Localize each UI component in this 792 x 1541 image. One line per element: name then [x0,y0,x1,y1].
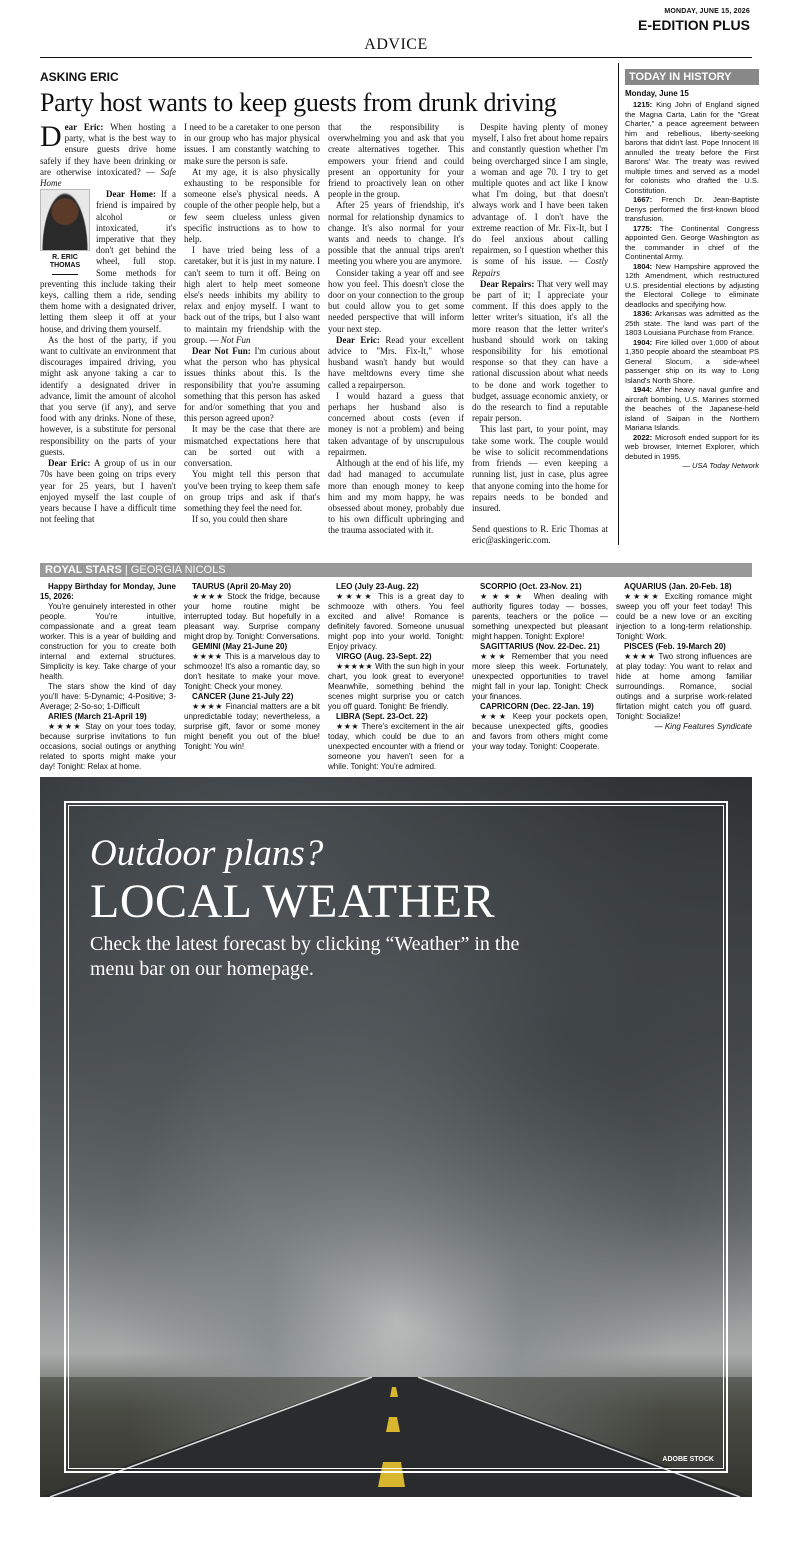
article-col-2: I need to be a caretaker to one person in our group who has major physical issues. I am constantly watching to make sure the person is safe. At my age, it is also physically exhausting to be responsible for someone else's physical needs. A couple of the other people help, but a few seem clueless unless given specific instructions as to how to help. I have tried being less of a caretaker, but it is just in my nature. I can't seem to turn it off. Being on high alert to help meet someone else's needs inhibits my ability to relax and enjoy myself. I want to back out of the trips, but I also want to maintain my friendship with the group. — Not Fun Dear Not Fun: I'm curious about what the person who has physical issues thinks about this. Is the responsibility that you're assuming something that this person has asked for and/or something that you and this person agreed upon? It may be the case that there are mismatched expectations here that can be sorted out with a conversation. You might tell this person that you've been trying to keep them safe on group trips and ask if that's something they feel the need for. If so, you could then share [184,122,321,525]
weather-advertisement[interactable] [40,777,752,1497]
sign-name: TAURUS (April 20-May 20) [192,582,291,591]
history-title: TODAY IN HISTORY [625,69,759,85]
sign-name: AQUARIUS (Jan. 20-Feb. 18) [624,582,732,591]
history-item: 1775: The Continental Congress appointed Gen. George Washington as the commander in chief of the Continental Army. [625,223,759,261]
column-kicker: ASKING ERIC [40,70,119,84]
article-col-1: Dear Eric: When hosting a party, what is the best way to ensure guests drive home safely if they have been drinking or are otherwise intoxicated? — Safe Home R. ERIC THOMAS Dear Home: If a friend is impaired by alcohol or intoxicated, it's imperative that they don't get behind the wheel, full stop. Some methods for preventing this include taking their keys, calling them a ride, sending them home with a designated driver, letting them sleep it off at your house, and driving them yourself. As the host of the party, if you want to cultivate an environment that discourages impaired driving, you might ask anyone taking a car to identify a designated driver in advance, limit the amount of alcohol that you serve (if any), and serve food with any drinks. None of these, however, is a substitute for personal responsibility on the parts of your guests. Dear Eric: A group of us in our 70s have been going on trips every year for 25 years, but I haven't enjoyed myself the last couple of years because I have a difficult time not feeling that [40,120,176,525]
contact-line: Send questions to R. Eric Thomas at eric@askingeric.com. [472,524,608,546]
horoscope-col-3 [328,582,464,772]
birthday-line: Happy Birthday for Monday, June 15, 2026: [40,582,176,601]
sign-text: ★★★★ Stay on your toes today, because surprise invitations to fun occasions, social outings or anything related to sports might make your day! Tonight: Relax at home. [40,722,176,771]
author-portrait [40,189,90,275]
history-date: Monday, June 15 [625,89,689,98]
photo-credit: ADOBE STOCK [662,1456,714,1463]
sign-text: ★★★★ Financial matters are a bit unpredictable today; nevertheless, a surprise gift, favor or some money might benefit you out of the blue! Tonight: You win! [184,702,320,751]
sign-text: ★★★★★ With the sun high in your chart, you look great to everyone! Meanwhile, something behind the scenes might surprise you or catch you off guard. Tonight: Be friendly. [328,662,464,711]
sign-name: ARIES (March 21-April 19) [48,712,147,721]
horoscope-col-4 [472,582,608,752]
edition-name: E-EDITION PLUS [637,17,750,33]
history-item: 1944: After heavy naval gunfire and aircraft bombing, U.S. Marines stormed the beaches of the Japanese-held island of Saipan in the Northern Mariana Islands. [625,385,759,432]
dropcap: D [40,120,62,153]
ad-body: Check the latest forecast by clicking “Weather” in the menu bar on our homepage. [90,933,520,980]
sign-text: ★★★ Remember that you need more sleep this week. Fortunately, unexpected opportunities to travel might fall in your lap. Tonight: Check your finances. [472,652,608,701]
sign-text: ★★★★ When dealing with authority figures today — bosses, parents, teachers or the police — something unexpected but pleasant might happen. Tonight: Explore! [472,592,608,641]
sign-text: ★★★★ Exciting romance might sweep you off your feet today! This could be a new love or an exciting injection to a long-term relationship. Tonight: Work. [616,592,752,641]
sign-name: CANCER (June 21-July 22) [192,692,294,701]
section-title: ADVICE [364,36,428,53]
sign-text: ★★★★ This is a marvelous day to schmooze! It's also a romantic day, so don't hesitate to make your move. Tonight: Check your money. [184,652,320,691]
history-item: 1667: French Dr. Jean-Baptiste Denys performed the first-known blood transfusion. [625,195,759,223]
advice-column [40,122,610,550]
history-item: 1215: King John of England signed the Magna Carta, Latin for the "Great Charter," a peace agreement between him and rebellious, liberty-seeking barons that didn't last. Pope Innocent III annulled the treaty before the First Barons' War. The treaty was revived multiple times and served as a model for colonists who drafted the U.S. Constitution. [625,100,759,195]
sign-name: PISCES (Feb. 19-March 20) [624,642,726,651]
sign-name: SCORPIO (Oct. 23-Nov. 21) [480,582,582,591]
sign-text: ★★★★ Two strong influences are at play today: You want to relax and hide at home among familiar surroundings. Romance, social outings and a surprise work-related flirtation might catch you off guard. Tonight: Socialize! [616,652,752,721]
article-col-4: Despite having plenty of money myself, I also fret about home repairs and constantly question whether I'm being overcharged since I am single, a woman and age 70. I try to get multiple quotes and act like I know what I'm doing, but that doesn't always work and I have been taken advantage of. I don't have the extreme reaction of Mr. Fix-It, but I do feel anxious about calling repairmen, so I question whether this is some of his issue. — Costly Repairs Dear Repairs: That very well may be part of it; I appreciate your comment. If this does apply to the letter writer's situation, it's all the more reason that the letter writer's husband should work on taking responsibility for his emotional response so that they can have a rational discussion about what needs to be done and work together to budget, assuage economic anxiety, or do the research to find a reputable repair person. This last part, to your point, may take some work. The couple would be wise to solicit recommendations from friends — even keeping a running list, just in case, plus agree that anyone coming into the home for repairs needs to be bonded and insured. Send questions to R. Eric Thomas at eric@askingeric.com. [472,122,609,546]
horoscope-credit: — King Features Syndicate [654,722,752,731]
ad-subtitle: Outdoor plans? [90,833,324,874]
sign-name: SAGITTARIUS (Nov. 22-Dec. 21) [480,642,600,651]
history-item: 1804: New Hampshire approved the 12th Amendment, which restructured U.S. presidential elections by adjusting the Electoral College to eliminate deadlocks and specifying how. [625,261,759,309]
horoscope-col-2 [184,582,320,752]
horoscope-col-1: Happy Birthday for Monday, June 15, 2026: You're genuinely interested in other people. You're intuitive, compassionate and a great team worker. This is a year of building and construction for you to create both internal and external structures. Simplicity is key. Take charge of your health. The stars show the kind of day you'll have: 5-Dynamic; 4-Positive; 3-Average; 2-So-so; 1-Difficult ARIES (March 21-April 19) ★★★★ Stay on your toes today, because surprise invitations to fun occasions, social outings or anything related to sports might make your day! Tonight: Relax at home. [40,582,176,771]
horoscope-title: ROYAL STARS [45,564,122,576]
sign-name: GEMINI (May 21-June 20) [192,642,288,651]
history-item: 1836: Arkansas was admitted as the 25th state. The land was part of the 1803 Louisiana Purchase from France. [625,309,759,337]
ad-title: LOCAL WEATHER [90,875,496,928]
history-credit: — USA Today Network [682,461,759,470]
history-list [625,100,759,471]
sign-text: ★★★★ Stock the fridge, because your home routine might be interrupted today. But hopefully in a pleasant way. Surprise company might drop by. Tonight: Conversations. [184,592,320,641]
headline: Party host wants to keep guests from drunk driving [40,88,557,117]
article-col-3: that the responsibility is overwhelming you and ask that you create alternatives together. This empowers your friend and could present an opportunity for your friend to proactively lean on other people in the group. After 25 years of friendship, it's normal for relationship dynamics to change. It's also normal for your wants and needs to change. It's possible that the annual trips aren't meeting you where you are anymore. Consider taking a year off and see how you feel. This doesn't close the door on your connection to the group but could allow you to get some needed perspective that will inform your next step. Dear Eric: Read your excellent advice to "Mrs. Fix-It," whose husband wasn't handy but would have meltdowns every time she called a repairperson. I would hazard a guess that perhaps her husband also is concerned about costs (even if money is not a problem) and being taken advantage of by unscrupulous repairmen. Although at the end of his life, my dad had managed to accumulate more than enough money to keep him and my mom happy, he was obsessed about money, probably due to his own difficult upbringing and the trauma associated with it. [328,122,464,536]
sign-text: ★★★ There's excitement in the air today, which could be due to an unexpected encounter with a friend or someone you haven't seen for a while. Tonight: You're admired. [328,722,464,771]
horoscope-col-5 [616,582,752,732]
top-rule [40,57,752,58]
sign-name: VIRGO (Aug. 23-Sept. 22) [336,652,432,661]
sign-name: LEO (July 23-Aug. 22) [336,582,419,591]
history-item: 2022: Microsoft ended support for its web browser, Internet Explorer, which debuted in 1995. [625,432,759,461]
today-in-history [618,63,759,545]
avatar [40,189,90,251]
author-rule [52,274,78,275]
sign-text: ★★★★ This is a great day to schmooze with others. You feel excited and alive! Romance is definitely favored. Someone unusual might pop into your world. Tonight: Enjoy privacy. [328,592,464,651]
sign-text: ★★★ Keep your pockets open, because unexpected gifts, goodies and favors from others might come your way today. Tonight: Cooperate. [472,712,608,751]
author-name: R. ERIC THOMAS [49,254,81,270]
horoscope-author: GEORGIA NICOLS [130,564,226,576]
sign-name: CAPRICORN (Dec. 22-Jan. 19) [480,702,594,711]
history-item: 1904: Fire killed over 1,000 of about 1,350 people aboard the steamboat PS General Slocum, a side-wheel passenger ship on its way to Long Island's North Shore. [625,337,759,385]
sign-name: LIBRA (Sept. 23-Oct. 22) [336,712,428,721]
horoscope-header: ROYAL STARS | GEORGIA NICOLS [40,563,752,577]
issue-date: MONDAY, JUNE 15, 2026 [664,8,750,15]
